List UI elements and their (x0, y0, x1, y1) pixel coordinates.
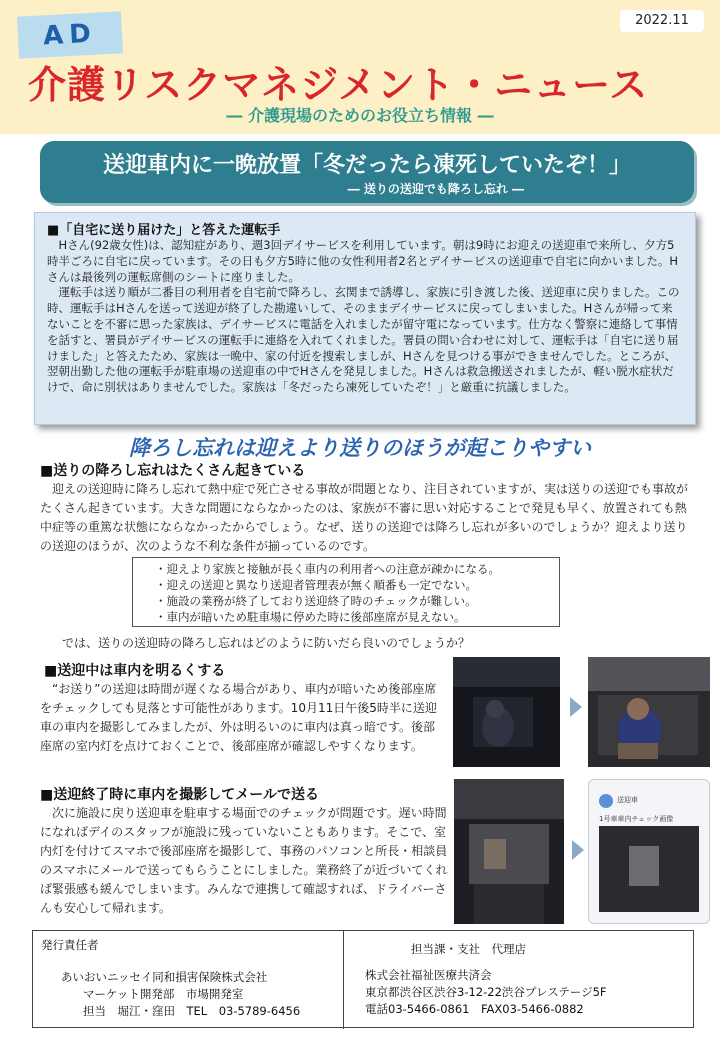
case-paragraph-1: Hさん(92歳女性)は、認知症があり、週3回デイサービスを利用しています。朝は9時にお迎えの送迎車で来所し、夕方5時半ごろに自宅に戻っています。その日も夕方5時に他の女性利用者2名とデイサービスの送迎車で自宅に向かいました。Hさんは最後列の運転席側のシートに座りました。 (47, 238, 679, 284)
list-item: ・迎えより家族と接触が長く車内の利用者への注意が疎かになる。 (155, 562, 500, 576)
conditions-list (132, 557, 560, 627)
publisher-contact: 担当 堀江・窪田 TEL 03-5789-6456 (83, 1004, 301, 1018)
email-sender: 送迎車 (617, 796, 638, 804)
article-title: 送迎車内に一晩放置「冬だったら凍死していたぞ！」 (102, 153, 631, 178)
arrow-right-icon (572, 840, 584, 860)
agent-label: 担当課・支社 代理店 (411, 942, 526, 956)
car-seat-photo-image (454, 779, 564, 924)
dark-car-interior-image (453, 657, 560, 767)
paragraph-light-interior: “お送り”の送迎は時間が遅くなる場合があり、車内が暗いため後部座席をチェックしても見落とす可能性があります。10月11日午後5時半に送迎車の車内を撮影してみましたが、外は明るいのに車内は真っ暗です。後部座席の室内灯を点けておくことで、後部座席が確認しやすくなります。 (40, 682, 437, 753)
avatar (599, 794, 613, 808)
lit-car-interior-image (588, 657, 710, 767)
paragraph-many-incidents: 迎えの送迎時に降ろし忘れて熱中症で死亡させる事故が問題となり、注目されていますが、実は送りの送迎でも事故がたくさん起きています。大きな問題にならなかったのは、家族が不審に思い対応することで発見も早く、放置されても熱中症等の重篤な状態にならなかったからでしょう。なぜ、送りの送迎では降ろし忘れが多いのでしょうか？迎えより送りの送迎のほうが、次のような不利な条件が揃っているのです。 (40, 482, 689, 553)
heading-light-interior: ■送迎中は車内を明るくする (44, 663, 226, 679)
photo-dark-interior (453, 657, 560, 767)
heading-many-incidents: ■送りの降ろし忘れはたくさん起きている (40, 463, 306, 479)
heading-photo-email: ■送迎終了時に車内を撮影してメールで送る (40, 787, 319, 803)
agent-address: 東京都渋谷区渋谷3-12-22渋谷プレステージ5F (365, 985, 607, 999)
ad-badge (17, 11, 123, 58)
photo-smartphone-capture (454, 779, 564, 924)
case-report-box (34, 212, 696, 425)
agent-phone: 電話03-5466-0861 FAX03-5466-0882 (365, 1002, 584, 1016)
arrow-right-icon (570, 697, 582, 717)
article-banner (40, 141, 694, 203)
case-paragraph-2: 運転手は送り順が二番目の利用者を自宅前で降ろし、玄関まで誘導し、家族に引き渡した後、送迎車に戻りました。この時、運転手はHさんを送って送迎が終了した勘違いして、そのままデイサービスに戻ってしまいました。Hさんが帰って来ないことを不審に思った家族は、デイサービスに電話を入れましたが留守電になっています。仕方なく警察に連絡して事情を話すと、署員がデイサービスの運転手に連絡を入れてくれました。署員の問い合わせに対して、運転手は「自宅に送り届けました」と答えたため、家族は一晩中、家の付近を捜索しましが、Hさんを見つける事ができませんでした。ところが、翌朝出勤した他の運転手が駐車場の送迎車の中でHさんを発見しました。Hさんは救急搬送されましたが、軽い脱水症状だけで、命に別状はありませんでした。家族は「冬だったら凍死していたぞ！」と厳重に抗議しました。 (47, 285, 680, 395)
page-subtitle: ― 介護現場のためのお役立ち情報 ― (226, 106, 494, 125)
header-band (0, 0, 720, 134)
email-attachment-image (599, 826, 699, 912)
list-item: ・迎えの送迎と異なり送迎者管理表が無く順番も一定でない。 (155, 578, 477, 592)
ad-label: AD (42, 18, 98, 52)
issue-date: 2022.11 (620, 10, 704, 32)
publisher-company: あいおいニッセイ同和損害保険株式会社 (61, 970, 268, 984)
paragraph-photo-email: 次に施設に戻り送迎車を駐車する場面でのチェックが問題です。遅い時間になればデイのスタッフが施設に残っていないこともあります。そこで、室内灯を付けてスマホで後部座席を撮影して、事務のパソコンと所長・相談員のスマホにメールで送ってもらうことにしました。業務終了が近づいてくれば緊張感も緩んでしまいます。みんなで連携して確認すれば、ドライバーさんも安心して帰れます。 (40, 806, 448, 915)
publisher-label: 発行責任者 (41, 938, 99, 952)
photo-lit-interior (588, 657, 710, 767)
publisher-dept: マーケット開発部 市場開発室 (83, 987, 244, 1001)
list-item: ・車内が暗いため駐車場に停めた時に後部座席が見えない。 (155, 610, 466, 624)
section-title: 降ろし忘れは迎えより送りのほうが起こりやすい (129, 436, 591, 460)
phone-email-screenshot (588, 779, 710, 924)
agent-name: 株式会社福祉医療共済会 (365, 968, 492, 982)
prevention-question: では、送りの送迎時の降ろし忘れはどのように防いだら良いのでしょうか？ (62, 636, 471, 650)
email-subject: 1号車車内チェック画像 (599, 815, 674, 823)
footer (32, 930, 694, 1028)
case-heading: ■「自宅に送り届けた」と答えた運転手 (47, 223, 281, 238)
page-title: 介護リスクマネジメント・ニュース (28, 63, 649, 107)
footer-divider (343, 931, 344, 1029)
article-subtitle: ― 送りの送迎でも降ろし忘れ ― (347, 182, 524, 196)
list-item: ・施設の業務が終了しており送迎終了時のチェックが難しい。 (155, 594, 477, 608)
